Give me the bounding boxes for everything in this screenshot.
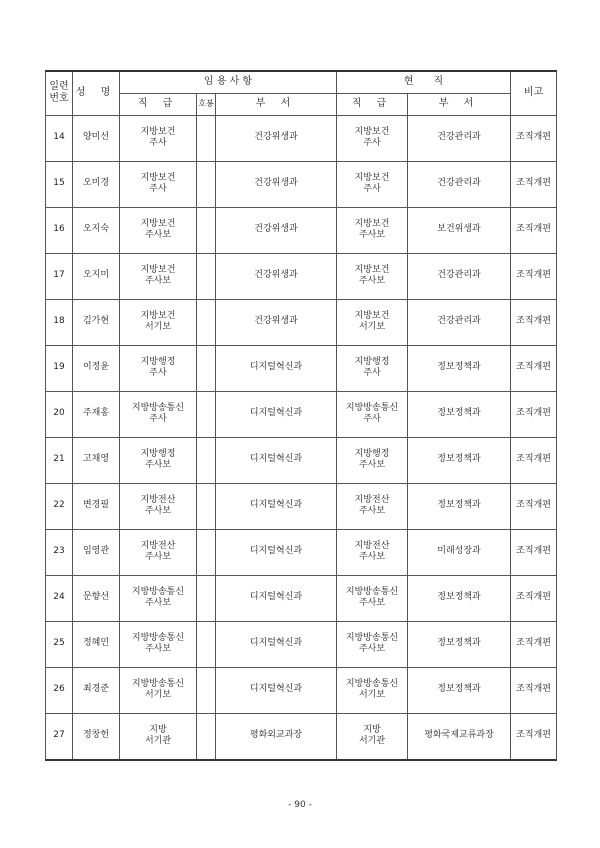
serial-number: 26 (46, 667, 73, 713)
appointed-department: 디지털혁신과 (216, 575, 337, 621)
col-step: 호봉 (197, 93, 216, 115)
table-row (46, 667, 557, 713)
appointed-department: 디지털혁신과 (216, 621, 337, 667)
serial-number: 16 (46, 207, 73, 253)
col-note: 비고 (511, 71, 557, 115)
current-department: 건강관리과 (408, 299, 511, 345)
serial-number: 24 (46, 575, 73, 621)
current-rank: 지방방송통신 주사 (337, 391, 408, 437)
appointed-department: 건강위생과 (216, 161, 337, 207)
note: 조직개편 (511, 161, 557, 207)
note: 조직개편 (511, 575, 557, 621)
table-row (46, 207, 557, 253)
serial-number: 23 (46, 529, 73, 575)
step (197, 161, 216, 207)
appointed-rank: 지방보건 주사보 (120, 253, 197, 299)
person-name: 오지숙 (73, 207, 120, 253)
serial-number: 19 (46, 345, 73, 391)
appointed-department: 건강위생과 (216, 115, 337, 161)
col-current-position: 현 직 (337, 71, 511, 93)
col-current-rank: 직 급 (337, 93, 408, 115)
table-row (46, 483, 557, 529)
serial-number: 20 (46, 391, 73, 437)
current-rank: 지방방송통신 주사보 (337, 575, 408, 621)
person-name: 양미선 (73, 115, 120, 161)
appointed-department: 건강위생과 (216, 207, 337, 253)
note: 조직개편 (511, 391, 557, 437)
note: 조직개편 (511, 667, 557, 713)
current-rank: 지방행정 주사보 (337, 437, 408, 483)
current-rank: 지방보건 주사 (337, 115, 408, 161)
current-department: 보건위생과 (408, 207, 511, 253)
current-rank: 지방보건 주사보 (337, 207, 408, 253)
col-name: 성 명 (73, 71, 120, 115)
col-current-department: 부 서 (408, 93, 511, 115)
person-name: 김가현 (73, 299, 120, 345)
serial-number: 15 (46, 161, 73, 207)
table-row (46, 621, 557, 667)
person-name: 오미경 (73, 161, 120, 207)
appointed-rank: 지방전산 주사보 (120, 529, 197, 575)
appointed-rank: 지방방송통신 주사 (120, 391, 197, 437)
current-rank: 지방전산 주사보 (337, 483, 408, 529)
step (197, 391, 216, 437)
serial-number: 18 (46, 299, 73, 345)
serial-number: 14 (46, 115, 73, 161)
person-name: 정혜민 (73, 621, 120, 667)
appointed-department: 디지털혁신과 (216, 483, 337, 529)
table-row (46, 529, 557, 575)
table-row (46, 713, 557, 760)
person-name: 임영관 (73, 529, 120, 575)
header-row-top (46, 71, 557, 93)
table-row (46, 299, 557, 345)
step (197, 115, 216, 161)
note: 조직개편 (511, 483, 557, 529)
step (197, 621, 216, 667)
appointed-department: 평화외교과장 (216, 713, 337, 760)
step (197, 253, 216, 299)
appointed-rank: 지방행정 주사 (120, 345, 197, 391)
current-department: 정보정책과 (408, 345, 511, 391)
note: 조직개편 (511, 253, 557, 299)
current-department: 정보정책과 (408, 621, 511, 667)
step (197, 437, 216, 483)
step (197, 299, 216, 345)
current-department: 미래성장과 (408, 529, 511, 575)
step (197, 483, 216, 529)
serial-number: 17 (46, 253, 73, 299)
step (197, 667, 216, 713)
appointed-rank: 지방보건 서기보 (120, 299, 197, 345)
appointed-rank: 지방방송통신 주사보 (120, 575, 197, 621)
step (197, 207, 216, 253)
note: 조직개편 (511, 713, 557, 760)
person-name: 이정윤 (73, 345, 120, 391)
appointed-department: 디지털혁신과 (216, 529, 337, 575)
appointed-department: 디지털혁신과 (216, 391, 337, 437)
appointed-rank: 지방보건 주사 (120, 161, 197, 207)
note: 조직개편 (511, 207, 557, 253)
table-row (46, 391, 557, 437)
step (197, 575, 216, 621)
current-department: 건강관리과 (408, 115, 511, 161)
serial-number: 21 (46, 437, 73, 483)
appointed-department: 건강위생과 (216, 299, 337, 345)
person-name: 최경준 (73, 667, 120, 713)
current-department: 건강관리과 (408, 161, 511, 207)
note: 조직개편 (511, 299, 557, 345)
current-department: 정보정책과 (408, 483, 511, 529)
appointed-rank: 지방행정 주사보 (120, 437, 197, 483)
table-row (46, 437, 557, 483)
person-name: 오지미 (73, 253, 120, 299)
note: 조직개편 (511, 437, 557, 483)
serial-number: 27 (46, 713, 73, 760)
note: 조직개편 (511, 115, 557, 161)
col-rank: 직 급 (120, 93, 197, 115)
col-department: 부 서 (216, 93, 337, 115)
current-department: 정보정책과 (408, 437, 511, 483)
current-rank: 지방전산 주사보 (337, 529, 408, 575)
table-row (46, 345, 557, 391)
serial-number: 25 (46, 621, 73, 667)
person-name: 변경필 (73, 483, 120, 529)
table-row (46, 115, 557, 161)
current-department: 정보정책과 (408, 667, 511, 713)
current-rank: 지방보건 주사보 (337, 253, 408, 299)
note: 조직개편 (511, 621, 557, 667)
step (197, 713, 216, 760)
appointed-rank: 지방전산 주사보 (120, 483, 197, 529)
table-row (46, 161, 557, 207)
table-body (46, 115, 557, 760)
person-name: 문향선 (73, 575, 120, 621)
col-serial-number: 일련 번호 (46, 71, 73, 115)
table-row (46, 575, 557, 621)
current-department: 정보정책과 (408, 575, 511, 621)
serial-number: 22 (46, 483, 73, 529)
current-rank: 지방보건 주사 (337, 161, 408, 207)
col-appointment: 임 용 사 항 (120, 71, 337, 93)
current-rank: 지방방송통신 서기보 (337, 667, 408, 713)
appointed-department: 디지털혁신과 (216, 345, 337, 391)
current-rank: 지방행정 주사 (337, 345, 408, 391)
current-department: 건강관리과 (408, 253, 511, 299)
appointed-department: 디지털혁신과 (216, 437, 337, 483)
current-rank: 지방 서기관 (337, 713, 408, 760)
step (197, 345, 216, 391)
current-department: 정보정책과 (408, 391, 511, 437)
step (197, 529, 216, 575)
person-name: 정창헌 (73, 713, 120, 760)
appointed-rank: 지방방송통신 주사보 (120, 621, 197, 667)
appointed-department: 건강위생과 (216, 253, 337, 299)
current-rank: 지방방송통신 주사보 (337, 621, 408, 667)
header-row-sub (46, 93, 557, 115)
personnel-table (45, 70, 557, 761)
current-department: 평화국제교류과장 (408, 713, 511, 760)
appointed-rank: 지방보건 주사 (120, 115, 197, 161)
person-name: 고채영 (73, 437, 120, 483)
appointed-rank: 지방보건 주사보 (120, 207, 197, 253)
appointed-rank: 지방 서기관 (120, 713, 197, 760)
page-number: - 90 - (288, 800, 312, 810)
current-rank: 지방보건 서기보 (337, 299, 408, 345)
appointed-rank: 지방방송통신 서기보 (120, 667, 197, 713)
table-row (46, 253, 557, 299)
appointed-department: 디지털혁신과 (216, 667, 337, 713)
person-name: 주재홍 (73, 391, 120, 437)
note: 조직개편 (511, 345, 557, 391)
note: 조직개편 (511, 529, 557, 575)
